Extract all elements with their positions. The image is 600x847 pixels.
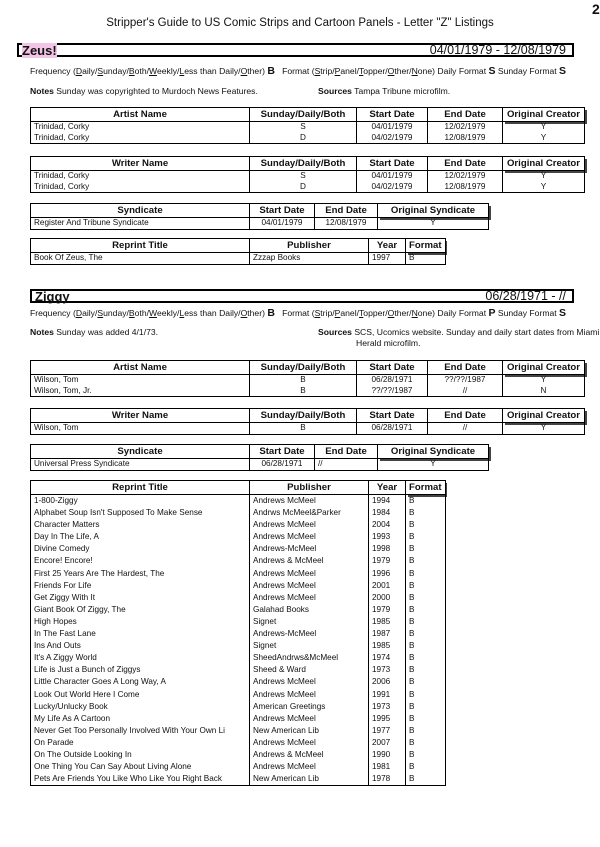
col-header: Writer Name xyxy=(31,409,250,423)
publisher: Andrews-McMeel xyxy=(250,543,369,555)
year: 1979 xyxy=(369,604,406,616)
col-header: Sunday/Daily/Both xyxy=(250,361,357,375)
format: B xyxy=(406,725,446,737)
col-header: Sunday/Daily/Both xyxy=(250,108,357,122)
table-row: Book Of Zeus, The Zzzap Books 1997 B xyxy=(31,253,446,265)
col-header: Original Creator xyxy=(503,361,585,375)
publisher: American Greetings xyxy=(250,701,369,713)
table-row xyxy=(31,543,446,555)
col-header: Syndicate xyxy=(31,204,250,218)
table-row: Wilson, Tom B 06/28/1971 ??/??/1987 Y xyxy=(31,375,585,386)
year: 1973 xyxy=(369,664,406,676)
col-header: End Date xyxy=(428,361,503,375)
entry-title-bar xyxy=(17,43,574,57)
year: 1978 xyxy=(369,773,406,786)
year: 1981 xyxy=(369,761,406,773)
reprint-title: Day In The Life, A xyxy=(31,531,250,543)
col-header: Start Date xyxy=(250,204,315,218)
format: B xyxy=(406,543,446,555)
col-header: End Date xyxy=(428,157,503,171)
col-header: Artist Name xyxy=(31,361,250,375)
publisher: Andrews McMeel xyxy=(250,580,369,592)
reprint-title: Ins And Outs xyxy=(31,640,250,652)
col-header: Reprint Title xyxy=(31,239,250,253)
format: B xyxy=(406,592,446,604)
notes: Notes Sunday was added 4/1/73. xyxy=(30,327,159,337)
table-row xyxy=(31,737,446,749)
publisher: Andrews McMeel xyxy=(250,531,369,543)
reprint-title: Look Out World Here I Come xyxy=(31,689,250,701)
year: 1984 xyxy=(369,507,406,519)
notes: Notes Sunday was copyrighted to Murdoch News Features. xyxy=(30,86,258,96)
year: 1985 xyxy=(369,616,406,628)
format: B xyxy=(406,676,446,688)
table-row xyxy=(31,725,446,737)
format: B xyxy=(406,555,446,567)
reprint-title: Divine Comedy xyxy=(31,543,250,555)
publisher: New American Lib xyxy=(250,725,369,737)
entry-title: Ziggy xyxy=(35,289,70,304)
year: 2007 xyxy=(369,737,406,749)
format: B xyxy=(406,568,446,580)
artist-table xyxy=(30,107,585,144)
writer-table xyxy=(30,408,585,435)
sunday-format-value: S xyxy=(559,65,567,77)
publisher: Andrews-McMeel xyxy=(250,628,369,640)
col-header: Start Date xyxy=(357,157,428,171)
syndicate-table xyxy=(30,203,489,230)
daily-format-value: P xyxy=(488,307,496,319)
publisher: Galahad Books xyxy=(250,604,369,616)
reprint-title: Character Matters xyxy=(31,519,250,531)
format: B xyxy=(406,701,446,713)
year: 1977 xyxy=(369,725,406,737)
year: 1996 xyxy=(369,568,406,580)
reprint-title: Alphabet Soup Isn't Supposed To Make Sense xyxy=(31,507,250,519)
reprint-title: High Hopes xyxy=(31,616,250,628)
col-header: Artist Name xyxy=(31,108,250,122)
col-header: Original Syndicate xyxy=(378,204,489,218)
reprint-title: Pets Are Friends You Like Who Like You Right Back xyxy=(31,773,250,786)
format: B xyxy=(406,495,446,508)
reprint-title: Giant Book Of Ziggy, The xyxy=(31,604,250,616)
table-row xyxy=(31,519,446,531)
entry-title-bar xyxy=(30,289,574,303)
frequency-line: Frequency (Daily/Sunday/Both/Weekly/Less than Daily/Other) B Format (Strip/Panel/Topper/Other/None) Daily Format S Sunday Format S xyxy=(30,65,567,77)
publisher: Andrews McMeel xyxy=(250,592,369,604)
table-row xyxy=(31,495,446,508)
format: B xyxy=(406,531,446,543)
col-header: End Date xyxy=(315,445,378,459)
table-row xyxy=(31,507,446,519)
year: 2001 xyxy=(369,580,406,592)
col-header: Publisher xyxy=(250,239,369,253)
table-row xyxy=(31,713,446,725)
reprint-title: My Life As A Cartoon xyxy=(31,713,250,725)
table-row: Trinidad, Corky D 04/02/1979 12/08/1979 Y xyxy=(31,182,585,193)
format: B xyxy=(406,664,446,676)
year: 1979 xyxy=(369,555,406,567)
table-row: Wilson, Tom, Jr. B ??/??/1987 // N xyxy=(31,386,585,397)
year: 1998 xyxy=(369,543,406,555)
reprint-title: Life is Just a Bunch of Ziggys xyxy=(31,664,250,676)
page-number: 2 xyxy=(592,1,600,17)
publisher: Andrews McMeel xyxy=(250,676,369,688)
reprint-title: 1-800-Ziggy xyxy=(31,495,250,508)
year: 1995 xyxy=(369,713,406,725)
table-row: Trinidad, Corky D 04/02/1979 12/08/1979 Y xyxy=(31,133,585,144)
col-header: Format xyxy=(406,481,446,495)
reprint-title: On The Outside Looking In xyxy=(31,749,250,761)
table-row: Register And Tribune Syndicate 04/01/1979 12/08/1979 Y xyxy=(31,218,489,230)
publisher: Sheed & Ward xyxy=(250,664,369,676)
year: 1991 xyxy=(369,689,406,701)
reprint-title: In The Fast Lane xyxy=(31,628,250,640)
format: B xyxy=(406,507,446,519)
publisher: Andrews & McMeel xyxy=(250,749,369,761)
col-header: Start Date xyxy=(357,108,428,122)
format: B xyxy=(406,580,446,592)
col-header: Original Creator xyxy=(503,157,585,171)
format: B xyxy=(406,713,446,725)
format: B xyxy=(406,652,446,664)
table-row xyxy=(31,568,446,580)
format: B xyxy=(406,628,446,640)
table-row xyxy=(31,531,446,543)
reprint-table xyxy=(30,238,446,265)
col-header: Publisher xyxy=(250,481,369,495)
writer-table xyxy=(30,156,585,193)
reprint-title: It's A Ziggy World xyxy=(31,652,250,664)
publisher: New American Lib xyxy=(250,773,369,786)
frequency-line: Frequency (Daily/Sunday/Both/Weekly/Less than Daily/Other) B Format (Strip/Panel/Topper/Other/None) Daily Format P Sunday Format S xyxy=(30,307,567,319)
table-row: Trinidad, Corky S 04/01/1979 12/02/1979 Y xyxy=(31,122,585,133)
col-header: Year xyxy=(369,481,406,495)
entry-title: Zeus! xyxy=(22,43,57,58)
year: 2000 xyxy=(369,592,406,604)
col-header: Start Date xyxy=(250,445,315,459)
format: B xyxy=(406,737,446,749)
table-row xyxy=(31,664,446,676)
table-row xyxy=(31,604,446,616)
publisher: Andrws McMeel&Parker xyxy=(250,507,369,519)
publisher: Andrews McMeel xyxy=(250,761,369,773)
year: 2004 xyxy=(369,519,406,531)
table-row xyxy=(31,628,446,640)
table-row: Trinidad, Corky S 04/01/1979 12/02/1979 Y xyxy=(31,171,585,182)
entry-dates: 04/01/1979 - 12/08/1979 xyxy=(429,43,566,57)
col-header: Original Syndicate xyxy=(378,445,489,459)
col-header: Sunday/Daily/Both xyxy=(250,409,357,423)
sources-continued: Herald microfilm. xyxy=(356,338,421,348)
reprint-title: On Parade xyxy=(31,737,250,749)
reprint-title: Encore! Encore! xyxy=(31,555,250,567)
table-row: Universal Press Syndicate 06/28/1971 // Y xyxy=(31,459,489,471)
format: B xyxy=(406,616,446,628)
page-title: Stripper's Guide to US Comic Strips and Cartoon Panels - Letter "Z" Listings xyxy=(106,17,494,29)
year: 1994 xyxy=(369,495,406,508)
col-header: Start Date xyxy=(357,361,428,375)
col-header: Sunday/Daily/Both xyxy=(250,157,357,171)
publisher: SheedAndrws&McMeel xyxy=(250,652,369,664)
publisher: Andrews McMeel xyxy=(250,568,369,580)
year: 1990 xyxy=(369,749,406,761)
publisher: Andrews McMeel xyxy=(250,495,369,508)
reprint-title: Lucky/Unlucky Book xyxy=(31,701,250,713)
reprint-title: Little Character Goes A Long Way, A xyxy=(31,676,250,688)
publisher: Andrews & McMeel xyxy=(250,555,369,567)
table-row xyxy=(31,676,446,688)
table-row xyxy=(31,652,446,664)
reprint-title: Friends For Life xyxy=(31,580,250,592)
format: B xyxy=(406,640,446,652)
table-row xyxy=(31,761,446,773)
table-row xyxy=(31,701,446,713)
col-header: Year xyxy=(369,239,406,253)
daily-format-value: S xyxy=(488,65,496,77)
format: B xyxy=(406,689,446,701)
table-row xyxy=(31,640,446,652)
publisher: Andrews McMeel xyxy=(250,713,369,725)
year: 1974 xyxy=(369,652,406,664)
format: B xyxy=(406,773,446,786)
col-header: Format xyxy=(406,239,446,253)
syndicate-table xyxy=(30,444,489,471)
sunday-format-value: S xyxy=(559,307,567,319)
sources: Sources SCS, Ucomics website. Sunday and daily start dates from Miami xyxy=(318,327,600,337)
year: 1993 xyxy=(369,531,406,543)
entry-dates: 06/28/1971 - // xyxy=(485,289,566,303)
publisher: Andrews McMeel xyxy=(250,737,369,749)
table-row xyxy=(31,689,446,701)
reprint-title: Get Ziggy With It xyxy=(31,592,250,604)
format: B xyxy=(406,519,446,531)
reprint-title: One Thing You Can Say About Living Alone xyxy=(31,761,250,773)
table-row xyxy=(31,580,446,592)
artist-table xyxy=(30,360,585,397)
year: 1973 xyxy=(369,701,406,713)
col-header: End Date xyxy=(428,108,503,122)
table-row xyxy=(31,749,446,761)
reprint-title: First 25 Years Are The Hardest, The xyxy=(31,568,250,580)
table-row xyxy=(31,773,446,786)
table-row xyxy=(31,616,446,628)
frequency-value: B xyxy=(267,65,275,77)
format: B xyxy=(406,749,446,761)
publisher: Signet xyxy=(250,616,369,628)
reprint-title: Never Get Too Personally Involved With Your Own Li xyxy=(31,725,250,737)
sources: Sources Tampa Tribune microfilm. xyxy=(318,86,451,96)
col-header: Reprint Title xyxy=(31,481,250,495)
publisher: Andrews McMeel xyxy=(250,689,369,701)
publisher: Andrews McMeel xyxy=(250,519,369,531)
col-header: End Date xyxy=(428,409,503,423)
col-header: Original Creator xyxy=(503,108,585,122)
year: 2006 xyxy=(369,676,406,688)
table-row: Wilson, Tom B 06/28/1971 // Y xyxy=(31,423,585,435)
table-row xyxy=(31,592,446,604)
year: 1985 xyxy=(369,640,406,652)
reprint-table xyxy=(30,480,446,786)
format: B xyxy=(406,604,446,616)
col-header: Original Creator xyxy=(503,409,585,423)
frequency-value: B xyxy=(267,307,275,319)
table-row xyxy=(31,555,446,567)
publisher: Signet xyxy=(250,640,369,652)
col-header: Start Date xyxy=(357,409,428,423)
col-header: Syndicate xyxy=(31,445,250,459)
col-header: End Date xyxy=(315,204,378,218)
format: B xyxy=(406,761,446,773)
col-header: Writer Name xyxy=(31,157,250,171)
year: 1987 xyxy=(369,628,406,640)
